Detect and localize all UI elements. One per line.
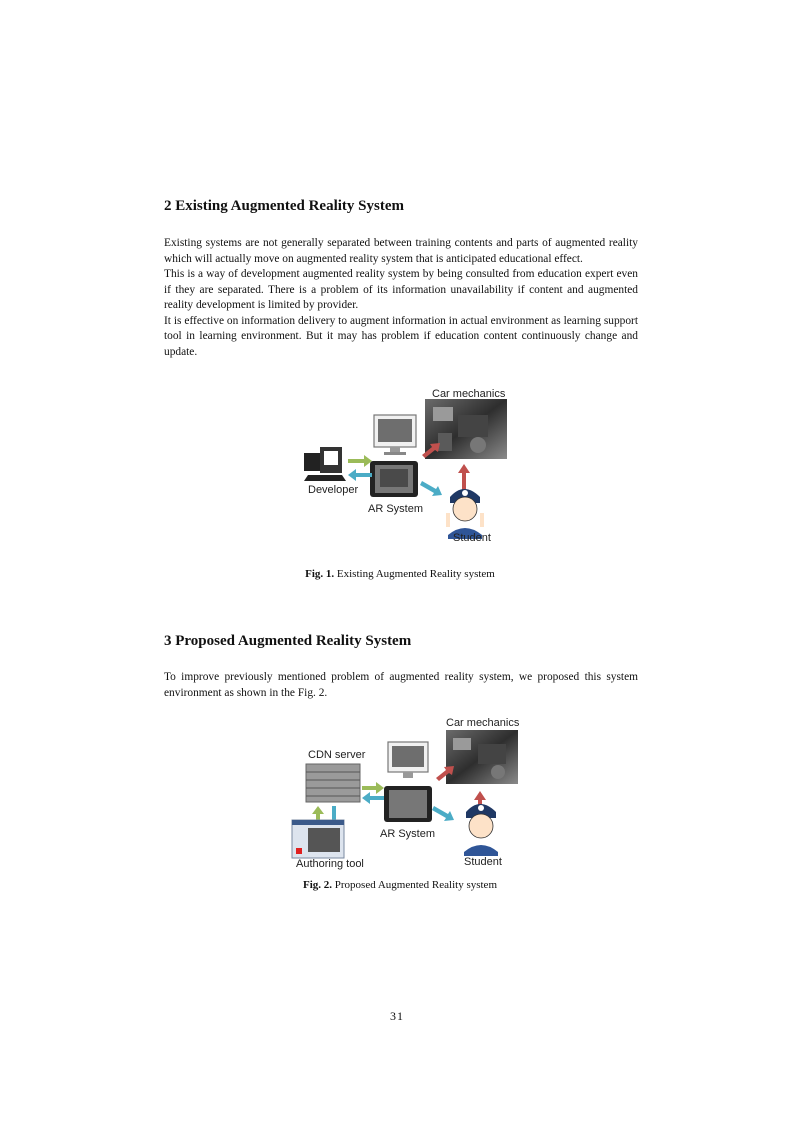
figure-1-caption [0, 568, 794, 580]
arrow-blue [348, 469, 372, 481]
paragraph: To improve previously mentioned problem of augmented reality system, we proposed this system environment as shown in the Fig. 2. [164, 671, 638, 699]
car-mechanics-label: Car mechanics [432, 388, 506, 400]
tablet-icon [370, 461, 418, 497]
tablet-icon [384, 786, 432, 822]
monitor-icon [374, 415, 416, 455]
arrow-blue [420, 481, 442, 496]
figure-2-caption [0, 879, 794, 891]
arrow-blue [432, 806, 454, 821]
ar-system-label: AR System [368, 503, 424, 515]
paragraph: It is effective on information delivery to augment information in actual environment as learning support tool in learning environment. But it may has problem if education content continuously change and update. [164, 314, 638, 358]
student-label: Student [453, 532, 491, 544]
paragraph: Existing systems are not generally separated between training contents and parts of augmented reality which will actually move on augmented reality system that is anticipated educational effect. [164, 237, 638, 265]
caption-text: Existing Augmented Reality system [334, 568, 495, 580]
server-rack-icon [306, 764, 360, 802]
student-label: Student [464, 856, 502, 868]
section-3-body [164, 670, 638, 701]
section-2-heading: 2 Existing Augmented Reality System [164, 198, 404, 214]
ar-system-label: AR System [380, 828, 436, 840]
arrow-green [362, 782, 384, 794]
section-2-body [164, 236, 638, 360]
cdn-server-label: CDN server [308, 749, 366, 761]
arrow-blue [362, 792, 384, 804]
authoring-tool-screenshot [292, 820, 344, 858]
authoring-tool-label: Authoring tool [296, 858, 364, 870]
student-icon [464, 804, 498, 856]
figure-2-diagram [288, 712, 522, 874]
paragraph: This is a way of development augmented reality system by being consulted from education expert even if they are separated. There is a problem of its information unavailability if content and augmented reality development is limited by provider. [164, 268, 638, 311]
page-number: 31 [390, 1009, 404, 1023]
developer-icon [304, 447, 346, 481]
car-engine-photo [446, 730, 518, 784]
section-3-heading: 3 Proposed Augmented Reality System [164, 633, 412, 649]
figure-1-diagram [298, 385, 513, 550]
caption-label: Fig. 1. [305, 568, 335, 580]
monitor-icon [388, 742, 428, 778]
car-mechanics-label: Car mechanics [446, 717, 520, 729]
developer-label: Developer [308, 484, 359, 496]
arrow-green [348, 455, 372, 467]
caption-text: Proposed Augmented Reality system [332, 879, 497, 891]
arrow-red [458, 464, 470, 491]
caption-label: Fig. 2. [302, 879, 333, 891]
